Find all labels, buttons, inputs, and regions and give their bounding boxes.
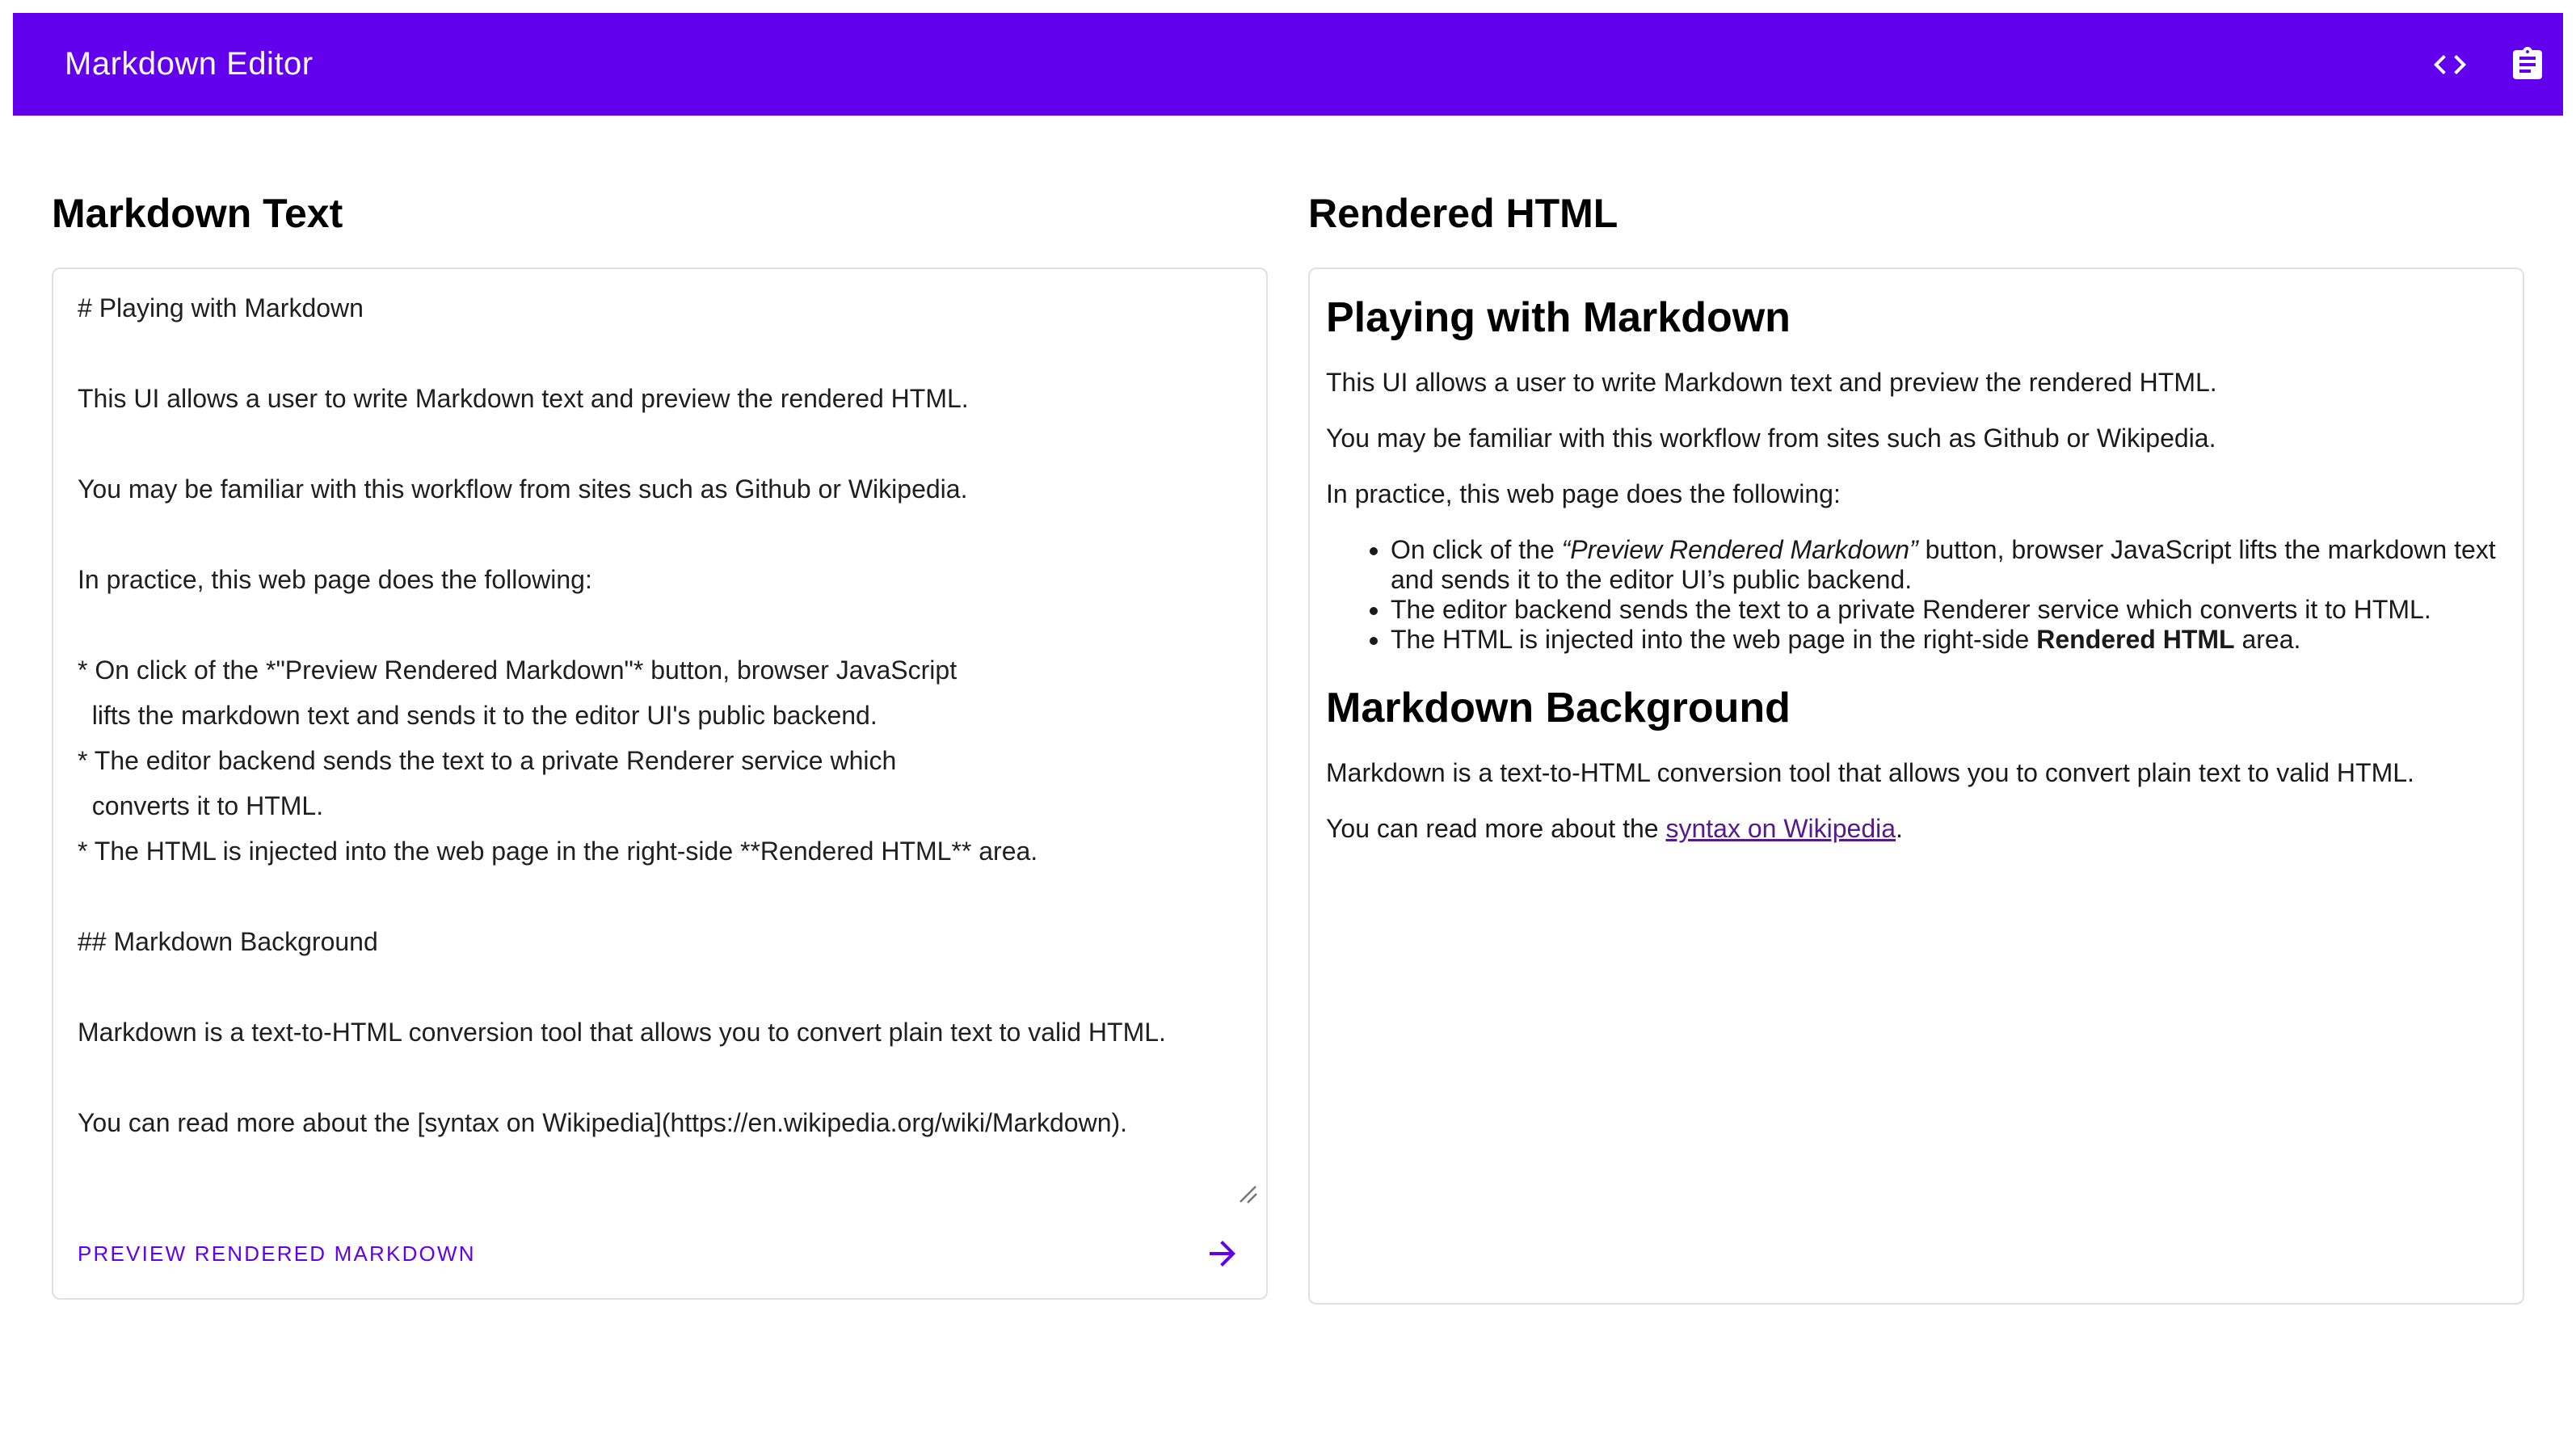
resize-grip-icon: [1234, 1180, 1258, 1204]
markdown-input[interactable]: [53, 269, 1266, 1209]
rendered-h1: Playing with Markdown: [1326, 294, 1791, 341]
editor-actions-row: [53, 1209, 1266, 1298]
clipboard-icon: [2508, 45, 2547, 84]
rendered-html-card: [1308, 268, 2524, 1305]
rendered-h2: Markdown Background: [1326, 685, 1791, 731]
list-item-text: button, browser JavaScript lifts the markdown text and sends it to the editor UI’s public backend.: [1391, 535, 2496, 594]
main-content: [52, 116, 2524, 1305]
resize-grip-icon[interactable]: [1234, 1180, 1258, 1204]
rendered-paragraph: You may be familiar with this workflow from sites such as Github or Wikipedia.: [1326, 424, 2216, 453]
paragraph-text: You can read more about the: [1326, 814, 1666, 843]
markdown-text-heading: Markdown Text: [52, 191, 343, 236]
rendered-paragraph: In practice, this web page does the following:: [1326, 479, 1841, 508]
code-icon: [2431, 45, 2469, 84]
rendered-paragraph: [1326, 814, 2507, 844]
italic-text: “Preview Rendered Markdown”: [1561, 535, 1918, 564]
rendered-markdown-output: [1326, 293, 2507, 844]
rendered-paragraph: Markdown is a text-to-HTML conversion tool that allows you to convert plain text to valid HTML.: [1326, 758, 2414, 787]
rendered-bullet-list: [1326, 535, 2507, 655]
app-title: Markdown Editor: [65, 46, 314, 82]
header-icon-group: [2431, 45, 2547, 84]
list-item-text: The HTML is injected into the web page in the right-side: [1391, 625, 2037, 654]
syntax-on-wikipedia-link[interactable]: syntax on Wikipedia: [1665, 814, 1896, 843]
markdown-text-column: [52, 116, 1268, 1305]
arrow-forward-icon: [1203, 1234, 1242, 1273]
list-item-text: On click of the: [1391, 535, 1562, 564]
rendered-paragraph: This UI allows a user to write Markdown text and preview the rendered HTML.: [1326, 368, 2217, 397]
bold-text: Rendered HTML: [2036, 625, 2235, 654]
list-item: [1391, 535, 2507, 595]
clipboard-icon[interactable]: [2508, 45, 2547, 84]
editor-area: [53, 269, 1266, 1209]
code-icon[interactable]: [2431, 45, 2469, 84]
paragraph-text: .: [1896, 814, 1903, 843]
list-item-text: area.: [2234, 625, 2301, 654]
rendered-html-heading: Rendered HTML: [1308, 191, 1618, 236]
markdown-editor-card: [52, 268, 1268, 1300]
rendered-html-column: [1308, 116, 2524, 1305]
app-header: [13, 13, 2563, 116]
preview-rendered-markdown-button[interactable]: [78, 1234, 1242, 1273]
preview-button-label: PREVIEW RENDERED MARKDOWN: [78, 1241, 476, 1266]
list-item: • The editor backend sends the text to a private Renderer service which converts it to HTML.: [1391, 595, 2507, 625]
list-item: [1391, 625, 2507, 655]
